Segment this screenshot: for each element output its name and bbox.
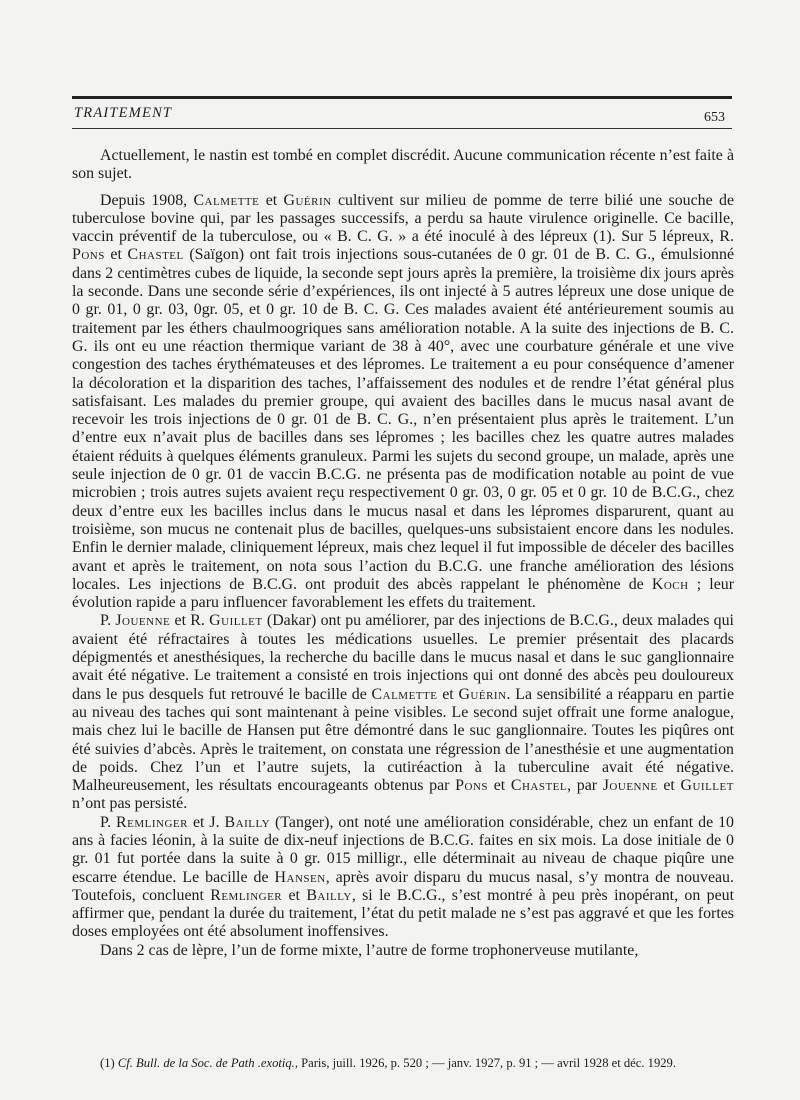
footnote xyxy=(100,1056,740,1071)
footnote-journal: Cf. Bull. de la Soc. de Path .exotiq. xyxy=(117,1056,295,1070)
author-name: Hansen xyxy=(274,868,326,886)
author-name: Guérin xyxy=(458,685,507,703)
paragraph-jouenne-guillet: P. Jouenne et R. Guillet (Dakar) ont pu améliorer, par des injections de B.C.G., deux malades qui avaient été réfractaires à toutes les médications usuelles. Le premier présentait des placards dépigmentés et anesthésiques, la recherche du bacille dans le mucus nasal et dans le suc ganglionnaire avait été négative. Le traitement a consisté en trois injections qui ont donné des abcès peu douloureux dans le pus desquels fut retrouvé le bacille de Calmette et Guérin. La sensibilité a réapparu en partie au niveau des taches qui sont maintenant à peine visibles. Le second sujet offrait une forme analogue, mais chez lui le bacille de Hansen put être démontré dans le suc ganglionnaire. Toutes les piqûres ont été suivies d’abcès. Après le traitement, on constata une régression de l’anesthésie et une augmentation de poids. Chez l’un et l’autre sujets, la cutiréaction à la tuberculine avait été négative. Malheureusement, les résultats encourageants obtenus par Pons et Chastel, par Jouenne et Guillet n’ont pas persisté. xyxy=(72,612,734,813)
author-name: Koch xyxy=(651,575,689,593)
author-name: Pons xyxy=(455,777,488,795)
author-name: Bailly xyxy=(224,813,271,831)
header-rule xyxy=(72,128,732,129)
author-name: Calmette xyxy=(371,685,438,703)
author-name: Guillet xyxy=(680,777,734,795)
author-name: Remlinger xyxy=(210,886,283,904)
footnote-marker: (1) xyxy=(100,1056,115,1070)
author-name: Remlinger xyxy=(116,813,188,831)
author-name: Bailly xyxy=(306,886,352,904)
author-name: Guérin xyxy=(283,191,332,209)
footnote-details: , Paris, juill. 1926, p. 520 ; — janv. 1927, p. 91 ; — avril 1928 et déc. 1929. xyxy=(294,1056,676,1070)
running-title: TRAITEMENT xyxy=(74,105,173,121)
author-name: Calmette xyxy=(193,191,260,209)
page-body xyxy=(72,147,734,960)
paragraph-nastin: Actuellement, le nastin est tombé en complet discrédit. Aucune communication récente n’est faite à son sujet. xyxy=(72,147,734,183)
page-number: 653 xyxy=(704,110,725,125)
paragraph-bcg-history: Depuis 1908, Calmette et Guérin cultivent sur milieu de pomme de terre bilié une souche de tuberculose bovine qui, par les passages successifs, a perdu sa haute virulence originelle. Ce bacille, vaccin préventif de la tuberculose, ou « B. C. G. » a été inoculé à des lépreux (1). Sur 5 lépreux, R. Pons et Chastel (Saïgon) ont fait trois injections sous-cutanées de 0 gr. 01 de B. C. G., émulsionné dans 2 centimètres cubes de liquide, la seconde sept jours après la première, la troisième dix jours après la seconde. Dans une seconde série d’expériences, ils ont injecté à 5 autres lépreux une dose unique de 0 gr. 01, 0 gr. 03, 0gr. 05, et 0 gr. 10 de B. C. G. Ces malades avaient été antérieurement soumis au traitement par les éthers chaulmoogriques sans amélioration notable. A la suite des injections de B. C. G. ils ont eu une réaction thermique variant de 38 à 40°, avec une courbature générale et une vive congestion des taches érythémateuses et des lépromes. Le traitement a eu pour conséquence d’amener la décoloration et la disparition des taches, l’affaissement des nodules et de rendre l’état général plus satisfaisant. Les malades du premier groupe, qui avaient des bacilles dans le mucus nasal avant de recevoir les trois injections de 0 gr. 01 de B. C. G., n’en présentaient plus après le traitement. L’un d’entre eux n’avait plus de bacilles dans ses lépromes ; les bacilles chez les quatre autres malades étaient réduits à quelques éléments granuleux. Parmi les sujets du second groupe, un malade, après une seule injection de 0 gr. 01 de vaccin B.C.G. ne présenta pas de modification notable au point de vue microbien ; trois autres sujets avaient reçu respectivement 0 gr. 03, 0 gr. 05 et 0 gr. 10 de B.C.G., chez deux d’entre eux les bacilles inclus dans le mucus nasal et dans les lépromes disparurent, quant au troisième, son mucus ne contenait plus de bacilles, quelques-uns subsistaient encore dans les nodules. Enfin le dernier malade, cliniquement lépreux, mais chez lequel il fut impossible de déceler des bacilles avant et après le traitement, on nota sous l’action du B.C.G. une franche amélioration des lésions locales. Les injections de B.C.G. ont produit des abcès rappelant le phénomène de Koch ; leur évolution rapide a paru influencer favorablement les effets du traitement. xyxy=(72,191,734,612)
paragraph-two-cases: Dans 2 cas de lèpre, l’un de forme mixte, l’autre de forme trophonerveuse mutilante, xyxy=(100,941,639,959)
top-rule xyxy=(72,96,732,99)
author-name: Pons xyxy=(72,246,105,264)
paragraph-remlinger-bailly: P. Remlinger et J. Bailly (Tanger), ont noté une amélioration considérable, chez un enfant de 10 ans à facies léonin, à la suite de dix-neuf injections de B.C.G. faites en six mois. La dose initiale de 0 gr. 01 fut portée dans la suite à 0 gr. 015 milligr., elle déterminait au niveau de chaque piqûre une escarre étendue. Le bacille de Hansen, après avoir disparu du mucus nasal, s’y montra de nouveau. Toutefois, concluent Remlinger et Bailly, si le B.C.G., s’est montré à peu près inopérant, on peut affirmer que, pendant la durée du traitement, l’état du petit malade ne s’est pas aggravé et que les fortes doses employées ont été absolument inoffensives. xyxy=(72,813,734,941)
author-name: Jouenne xyxy=(602,777,658,795)
author-name: Chastel xyxy=(510,777,568,795)
author-name: Chastel xyxy=(127,246,184,264)
author-name: Guillet xyxy=(209,612,263,630)
author-name: Jouenne xyxy=(115,612,171,630)
